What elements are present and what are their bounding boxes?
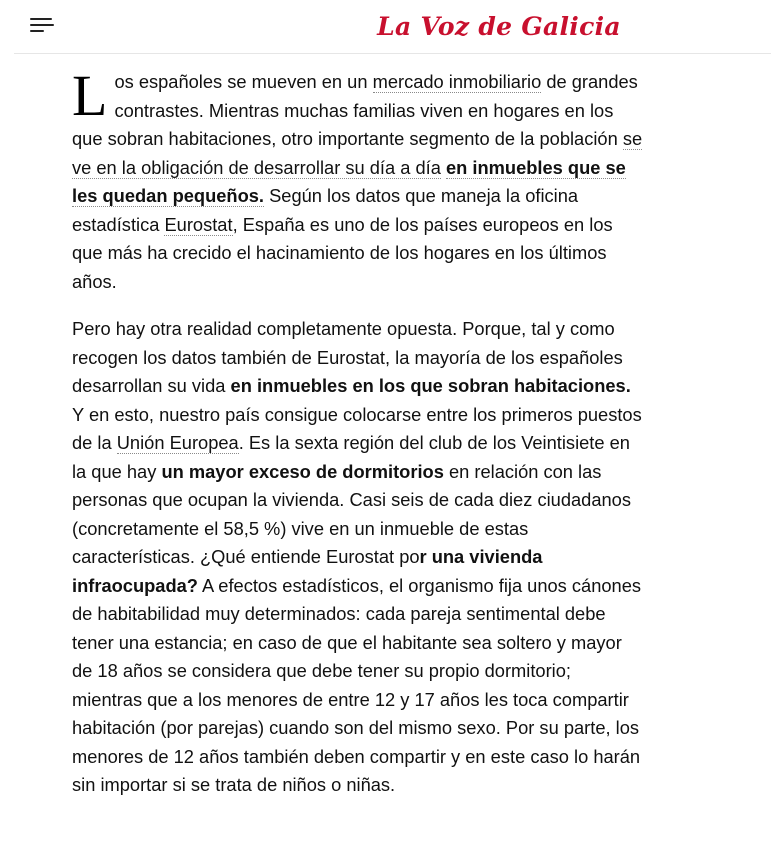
text-run: Pero hay otra realidad completamente opuesta. Porque, tal y como recogen los datos también de Eurostat, la mayoría de los españoles desarrollan su vida [72, 318, 623, 396]
drop-cap: L [72, 63, 108, 128]
menu-line [30, 30, 44, 32]
link-obligacion[interactable]: se ve en la obligación de desarrollar su día a día [72, 128, 643, 178]
article-body [72, 63, 646, 800]
site-header [14, 0, 771, 54]
hamburger-menu-icon[interactable] [30, 18, 54, 34]
site-logo[interactable]: La Voz de Galicia [377, 11, 621, 41]
text-run: A efectos estadísticos, el organismo fija unos cánones de habitabilidad muy determinados: cada pareja sentimental debe tener una estancia; en caso de que el habitante sea soltero y mayor de 18 años se considera que debe tener su propio dormitorio; mientras que a los menores de entre 12 y 17 años les toca compartir habitación (por parejas) cuando son del mismo sexo. Por su parte, los menores de 12 años también deben compartir y en este caso lo harán sin importar si se trata de niños o niñas. [72, 574, 642, 795]
text-run: , España es uno de los países europeos en los que más ha crecido el hacinamiento de los hogares en los últimos años. [72, 213, 613, 292]
link-mercado-inmobiliario[interactable]: mercado inmobiliario [372, 71, 542, 92]
link-eurostat[interactable]: Eurostat [164, 213, 233, 235]
text-run: . Es la sexta región del club de los Veintisiete en la que hay [72, 432, 630, 482]
bold-text: en inmuebles que se les quedan pequeños. [72, 156, 626, 206]
article-paragraph [72, 63, 646, 296]
bold-text: r una vivienda infraocupada? [72, 546, 543, 596]
menu-line [30, 18, 52, 20]
menu-line [30, 24, 54, 26]
text-run: os españoles se mueven en un [114, 71, 373, 92]
text-run: Según los datos que maneja la oficina estadística [72, 185, 579, 235]
text-run: de grandes contrastes. Mientras muchas familias viven en hogares en los que sobran habitaciones, otro importante segmento de la población [72, 71, 638, 149]
article-paragraph [72, 315, 646, 800]
text-run: en relación con las personas que ocupan la vivienda. Casi seis de cada diez ciudadanos (concretamente el 58,5 %) vive en un inmueble de estas características. ¿Qué entiende Eurostat po [72, 460, 631, 567]
text-run: Y en esto, nuestro país consigue colocarse entre los primeros puestos de la [72, 403, 642, 453]
link-union-europea[interactable]: Unión Europea [116, 432, 239, 453]
bold-text: en inmuebles en los que sobran habitaciones. [230, 375, 631, 396]
bold-text: un mayor exceso de dormitorios [161, 460, 444, 482]
